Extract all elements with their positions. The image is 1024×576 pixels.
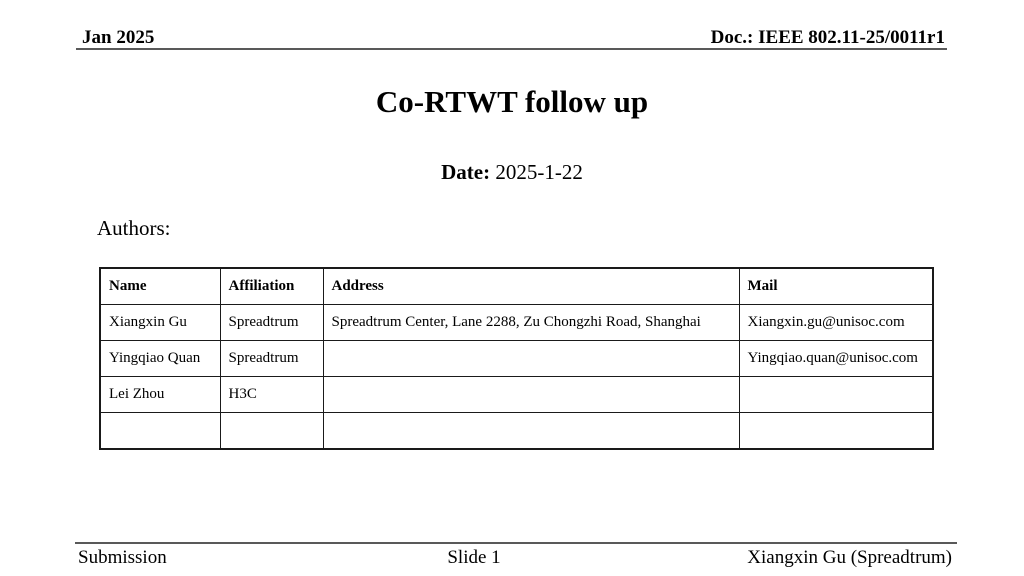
footer-slide-number: Slide 1: [447, 547, 501, 568]
slide-title: Co-RTWT follow up: [375, 84, 649, 119]
table-cell: [100, 413, 220, 450]
header-rule: [76, 48, 947, 50]
footer-author: Xiangxin Gu (Spreadtrum): [747, 547, 952, 568]
table-cell: [220, 413, 323, 450]
table-cell: Xiangxin.gu@unisoc.com: [739, 305, 933, 341]
table-cell: Spreadtrum Center, Lane 2288, Zu Chongzhi Road, Shanghai: [323, 305, 739, 341]
table-cell: Lei Zhou: [100, 377, 220, 413]
table-cell: [323, 341, 739, 377]
table-row: [100, 413, 933, 450]
authors-table-header-row: [100, 268, 933, 305]
table-cell: Yingqiao.quan@unisoc.com: [739, 341, 933, 377]
table-cell: [323, 377, 739, 413]
table-header-cell: Name: [100, 268, 220, 305]
table-cell: Spreadtrum: [220, 341, 323, 377]
date-label: Date:: [441, 160, 491, 184]
table-cell: Spreadtrum: [220, 305, 323, 341]
table-header-cell: Affiliation: [220, 268, 323, 305]
date-value: 2025-1-22: [495, 160, 583, 184]
table-cell: [739, 377, 933, 413]
footer-rule: [75, 542, 957, 544]
authors-table: [99, 267, 934, 450]
table-cell: Xiangxin Gu: [100, 305, 220, 341]
table-header-cell: Address: [323, 268, 739, 305]
authors-table-body: [100, 305, 933, 450]
footer-submission: Submission: [78, 547, 167, 568]
table-cell: [739, 413, 933, 450]
table-cell: Yingqiao Quan: [100, 341, 220, 377]
table-cell: H3C: [220, 377, 323, 413]
date-line: [0, 160, 1024, 185]
header-doc-number: Doc.: IEEE 802.11-25/0011r1: [710, 27, 945, 48]
table-row: [100, 341, 933, 377]
header-date: Jan 2025: [82, 27, 155, 48]
table-row: [100, 305, 933, 341]
table-row: [100, 377, 933, 413]
table-cell: [323, 413, 739, 450]
authors-label: Authors:: [97, 216, 171, 240]
table-header-cell: Mail: [739, 268, 933, 305]
